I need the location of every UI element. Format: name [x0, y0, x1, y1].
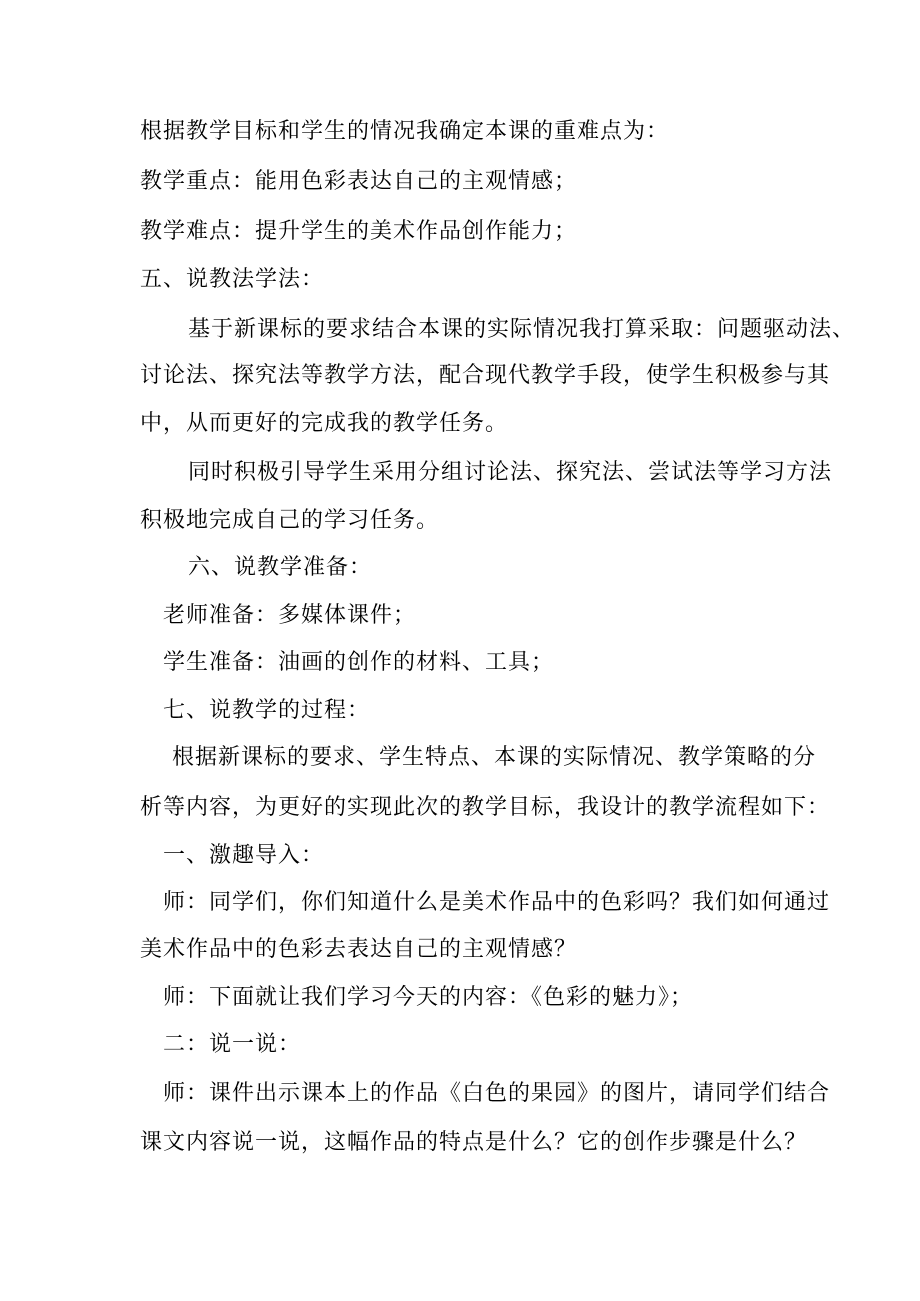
text-line-14: 根据新课标的要求、学生特点、本课的实际情况、教学策略的分 [172, 745, 817, 770]
text-line-11: 老师准备：多媒体课件； [163, 603, 417, 628]
text-line-17: 师：同学们，你们知道什么是美术作品中的色彩吗？我们如何通过 [163, 890, 831, 915]
text-line-6: 讨论法、探究法等教学方法，配合现代教学手段，使学生积极参与其 [140, 363, 831, 388]
text-line-2: 教学重点：能用色彩表达自己的主观情感； [140, 169, 578, 194]
text-line-5: 基于新课标的要求结合本课的实际情况我打算采取：问题驱动法、 [188, 317, 856, 342]
text-line-9: 积极地完成自己的学习任务。 [140, 508, 440, 533]
text-line-21: 师：课件出示课本上的作品《白色的果园》的图片，请同学们结合 [163, 1081, 831, 1106]
text-line-3: 教学难点：提升学生的美术作品创作能力； [140, 219, 578, 244]
section-heading-6: 六、说教学准备： [188, 555, 373, 580]
section-heading-7: 七、说教学的过程： [163, 698, 371, 723]
section-heading-say: 二：说一说： [163, 1032, 302, 1057]
text-line-18: 美术作品中的色彩去表达自己的主观情感？ [140, 937, 578, 962]
text-line-12: 学生准备：油画的创作的材料、工具； [163, 650, 555, 675]
text-line-15: 析等内容，为更好的实现此次的教学目标，我设计的教学流程如下： [140, 795, 831, 820]
text-line-7: 中，从而更好的完成我的教学任务。 [140, 411, 509, 436]
text-line-8: 同时积极引导学生采用分组讨论法、探究法、尝试法等学习方法 [188, 460, 833, 485]
text-line-1: 根据教学目标和学生的情况我确定本课的重难点为： [140, 119, 670, 144]
text-line-19: 师：下面就让我们学习今天的内容：《色彩的魅力》； [163, 985, 694, 1010]
section-heading-5: 五、说教法学法： [140, 267, 325, 292]
text-line-22: 课文内容说一说，这幅作品的特点是什么？它的创作步骤是什么？ [140, 1130, 808, 1155]
section-heading-intro: 一、激趣导入： [163, 843, 325, 868]
